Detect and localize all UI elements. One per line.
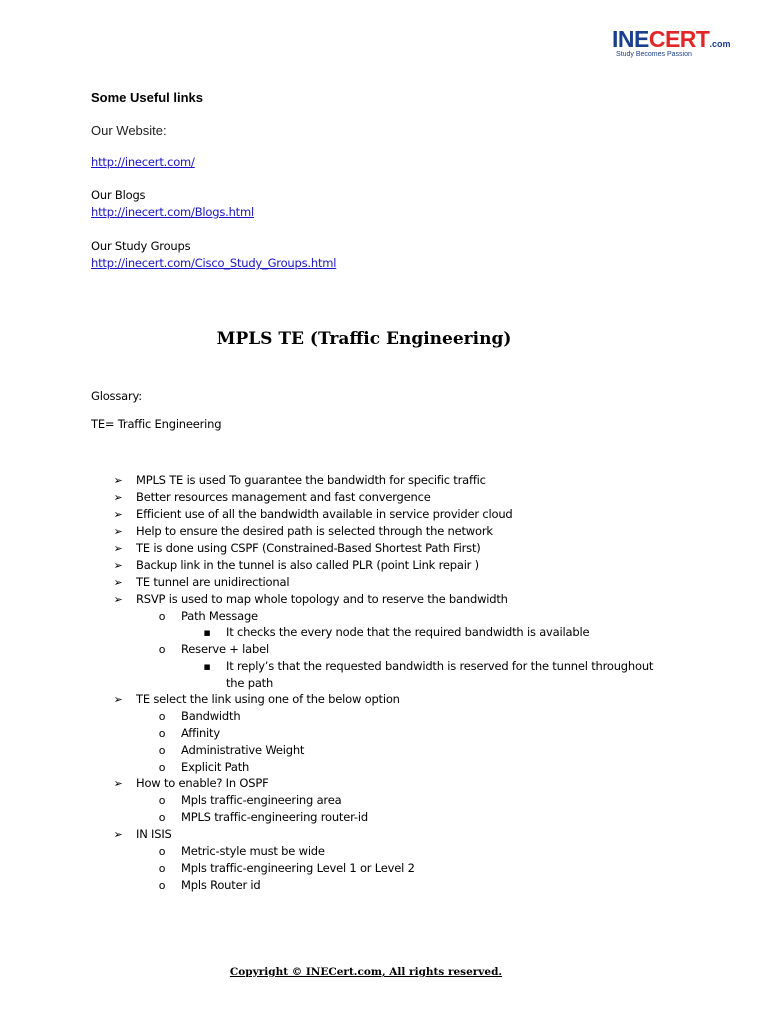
circle-bullet-icon: o	[158, 610, 166, 623]
circle-bullet-icon: o	[158, 862, 166, 875]
logo-tagline: Study Becomes Passion	[616, 51, 692, 58]
website-link[interactable]: http://inecert.com/	[91, 155, 195, 169]
circle-bullet-icon: o	[158, 879, 166, 892]
copyright-footer: Copyright © INECert.com, All rights reserved.	[229, 966, 503, 978]
arrow-bullet-icon: ➢	[113, 559, 123, 572]
arrow-bullet-icon: ➢	[113, 525, 123, 538]
circle-bullet-icon: o	[158, 643, 166, 656]
links-heading: Some Useful links	[91, 90, 203, 105]
blogs-label: Our Blogs	[91, 188, 146, 202]
logo-dotcom: .com	[709, 39, 731, 49]
glossary-label: Glossary:	[91, 389, 142, 403]
arrow-bullet-icon: ➢	[113, 828, 123, 841]
glossary-definition: TE= Traffic Engineering	[91, 417, 222, 431]
page-title: MPLS TE (Traffic Engineering)	[216, 329, 512, 349]
circle-bullet-icon: o	[158, 845, 166, 858]
logo-cert: CERT	[648, 26, 710, 52]
circle-bullet-icon: o	[158, 710, 166, 723]
arrow-bullet-icon: ➢	[113, 576, 123, 589]
study-groups-label: Our Study Groups	[91, 239, 191, 253]
circle-bullet-icon: o	[158, 811, 166, 824]
circle-bullet-icon: o	[158, 761, 166, 774]
arrow-bullet-icon: ➢	[113, 508, 123, 521]
study-groups-link[interactable]: http://inecert.com/Cisco_Study_Groups.html	[91, 256, 337, 270]
logo-ine: INE	[612, 26, 649, 52]
arrow-bullet-icon: ➢	[113, 593, 123, 606]
arrow-bullet-icon: ➢	[113, 693, 123, 706]
square-bullet-icon: ▪	[203, 660, 211, 673]
circle-bullet-icon: o	[158, 744, 166, 757]
arrow-bullet-icon: ➢	[113, 491, 123, 504]
arrow-bullet-icon: ➢	[113, 777, 123, 790]
document-page: INECERT.com Study Becomes Passion Some Useful links Our Website: http://inecert.com/ Our Blogs http://inecert.com/Blogs.html Our Study Groups http://inecert.com/Cisco_Study_Groups.html MPLS TE (Traffic Engineering) Glossary: TE= Traffic Engineering ➢ MPLS TE is used To guarantee the bandwidth for specific traffic ➢ Better resources management and fast convergence ➢ Efficient use of all the bandwidth available in service provider cloud ➢ Help to ensure the desired path is selected through the network ➢ TE is done using CSPF (Constrained-Based Shortest Path First) ➢ Backup link in the tunnel is also called PLR (point Link repair ) ➢ TE tunnel are unidirectional ➢ RSVP is used to map whole topology and to reserve the bandwidth o Path Message ▪ It checks the every node that the required bandwidth is available o Reserve + label ▪ It reply’s that the requested bandwidth is reserved for the tunnel throughout the path ➢ TE select the link using one of the below option o Bandwidth o Affinity o Administrative Weight o Explicit Path ➢ How to enable? In OSPF o Mpls traffic-engineering area o MPLS traffic-engineering router-id ➢ IN ISIS o Metric-style must be wide o Mpls traffic-engineering Level 1 or Level 2 o Mpls Router id Copyright © INECert.com, All rights reserved.	[0, 0, 768, 1024]
circle-bullet-icon: o	[158, 727, 166, 740]
arrow-bullet-icon: ➢	[113, 542, 123, 555]
blogs-link[interactable]: http://inecert.com/Blogs.html	[91, 205, 254, 219]
website-label: Our Website:	[91, 123, 167, 138]
arrow-bullet-icon: ➢	[113, 474, 123, 487]
inecert-logo	[612, 26, 742, 62]
circle-bullet-icon: o	[158, 794, 166, 807]
square-bullet-icon: ▪	[203, 626, 211, 639]
